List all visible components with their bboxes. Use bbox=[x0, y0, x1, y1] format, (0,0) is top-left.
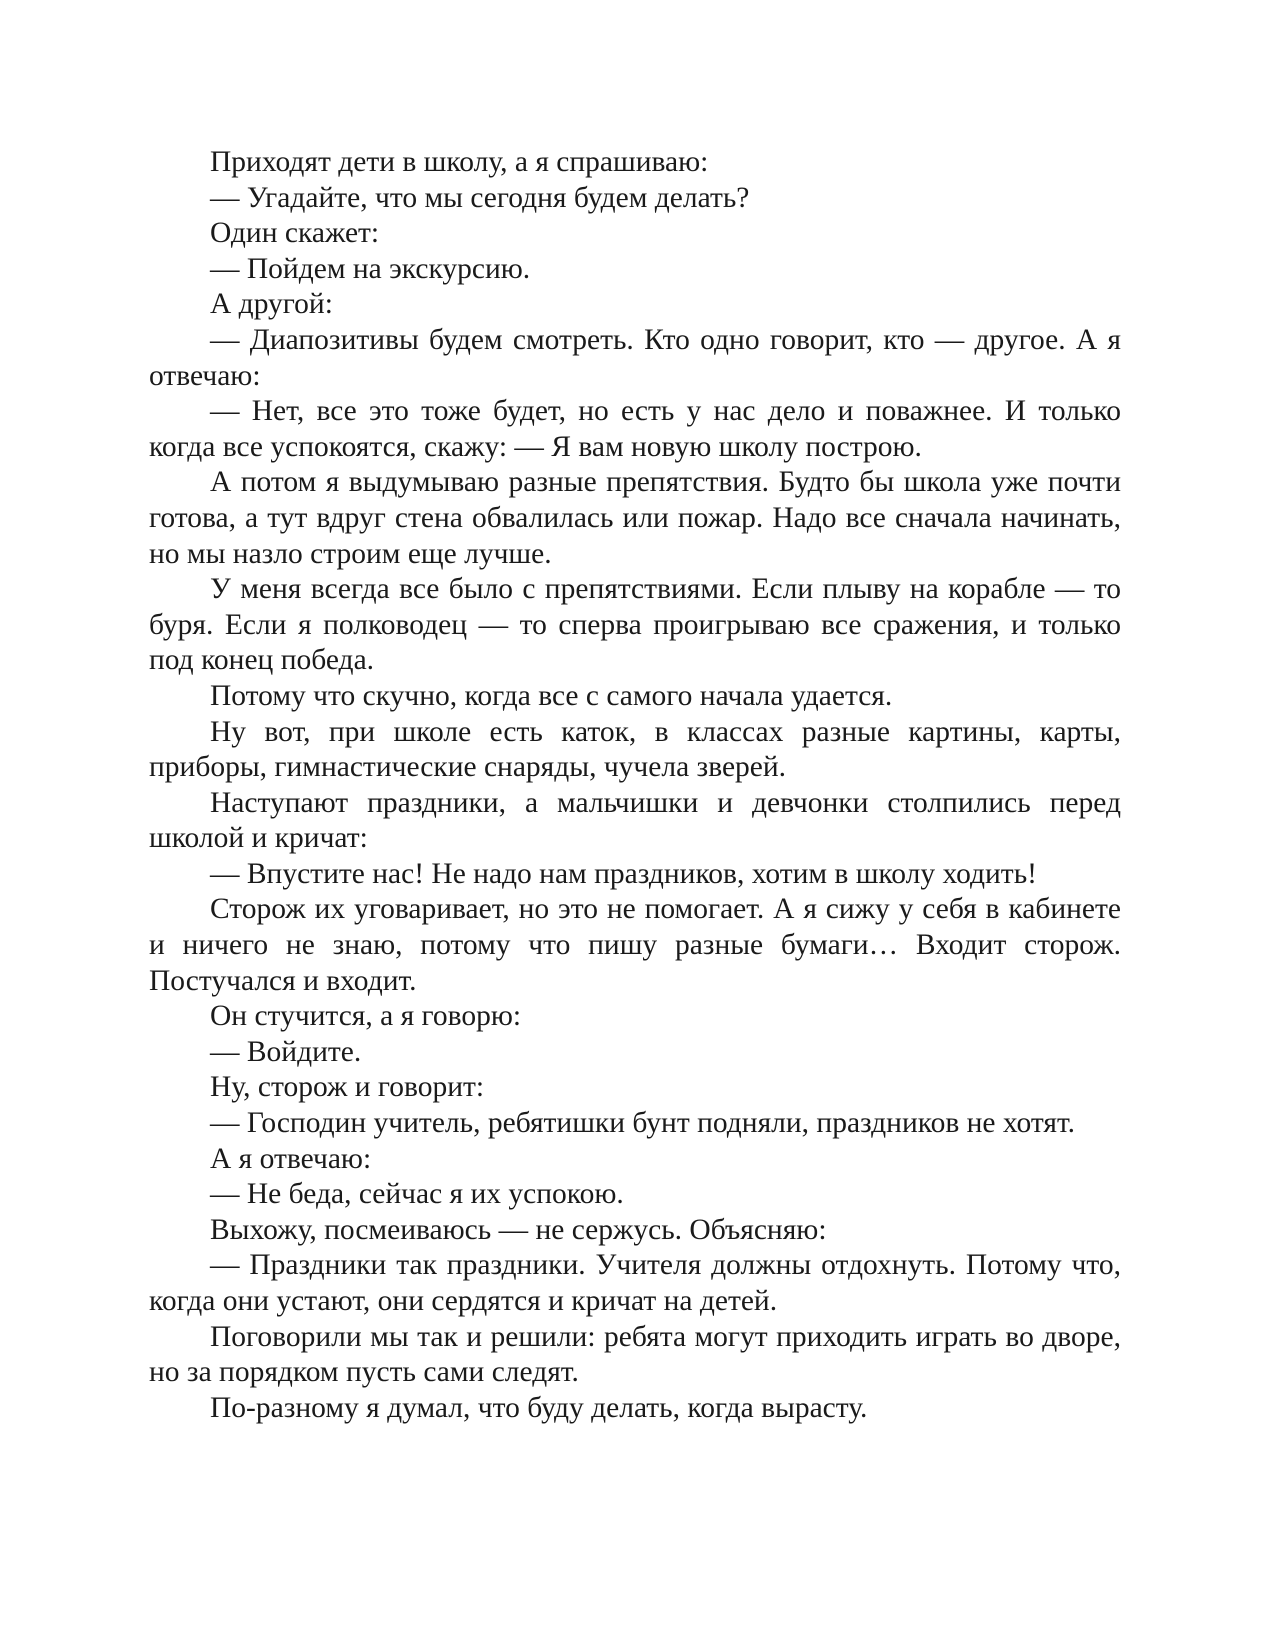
paragraph: Ну, сторож и говорит: bbox=[210, 1071, 485, 1104]
paragraph: — Диапозитивы будем смотреть. Кто одно говорит, кто — другое. А я отвечаю: bbox=[149, 323, 1121, 392]
paragraph: — Не беда, сейчас я их успокою. bbox=[210, 1178, 624, 1211]
paragraph: — Господин учитель, ребятишки бунт подняли, праздников не хотят. bbox=[210, 1107, 1076, 1140]
paragraph: Выхожу, посмеиваюсь — не сержусь. Объясняю: bbox=[210, 1213, 827, 1246]
paragraph: Поговорили мы так и решили: ребята могут приходить играть во дворе, но за порядком пусть сами следят. bbox=[149, 1320, 1121, 1389]
paragraph: Один скажет: bbox=[210, 217, 380, 250]
paragraph: По-разному я думал, что буду делать, когда вырасту. bbox=[210, 1391, 868, 1424]
paragraph: А потом я выдумываю разные препятствия. Будто бы школа уже почти готова, а тут вдруг стена обвалилась или пожар. Надо все сначала начинать, но мы назло строим еще лучше. bbox=[149, 466, 1121, 570]
paragraph: — Пойдем на экскурсию. bbox=[210, 252, 531, 285]
paragraph: У меня всегда все было с препятствиями. Если плыву на корабле — то буря. Если я полководец — то сперва проигрываю все сражения, и только под конец победа. bbox=[149, 573, 1121, 677]
paragraph: Сторож их уговаривает, но это не помогает. А я сижу у себя в кабинете и ничего не знаю, потому что пишу разные бумаги… Входит сторож. Постучался и входит. bbox=[149, 893, 1121, 997]
paragraph: — Угадайте, что мы сегодня будем делать? bbox=[210, 181, 750, 214]
paragraph: — Впустите нас! Не надо нам праздников, хотим в школу ходить! bbox=[210, 857, 1037, 890]
paragraph: А я отвечаю: bbox=[210, 1142, 372, 1175]
paragraph: — Нет, все это тоже будет, но есть у нас дело и поважнее. И только когда все успокоятся, скажу: — Я вам новую школу построю. bbox=[149, 395, 1121, 463]
paragraph: Ну вот, при школе есть каток, в классах разные картины, карты, приборы, гимнастические снаряды, чучела зверей. bbox=[149, 715, 1121, 784]
paragraph: Приходят дети в школу, а я спрашиваю: bbox=[210, 146, 709, 178]
paragraph: Наступают праздники, а мальчишки и девчонки столпились перед школой и кричат: bbox=[149, 786, 1121, 855]
paragraph: А другой: bbox=[210, 288, 333, 321]
paragraph: Он стучится, а я говорю: bbox=[210, 1000, 522, 1033]
paragraph: — Праздники так праздники. Учителя должны отдохнуть. Потому что, когда они устают, они сердятся и кричат на детей. bbox=[149, 1249, 1121, 1317]
paragraph: Потому что скучно, когда все с самого начала удается. bbox=[210, 679, 893, 712]
paragraph: — Войдите. bbox=[210, 1035, 362, 1068]
body-text bbox=[149, 145, 1121, 1426]
